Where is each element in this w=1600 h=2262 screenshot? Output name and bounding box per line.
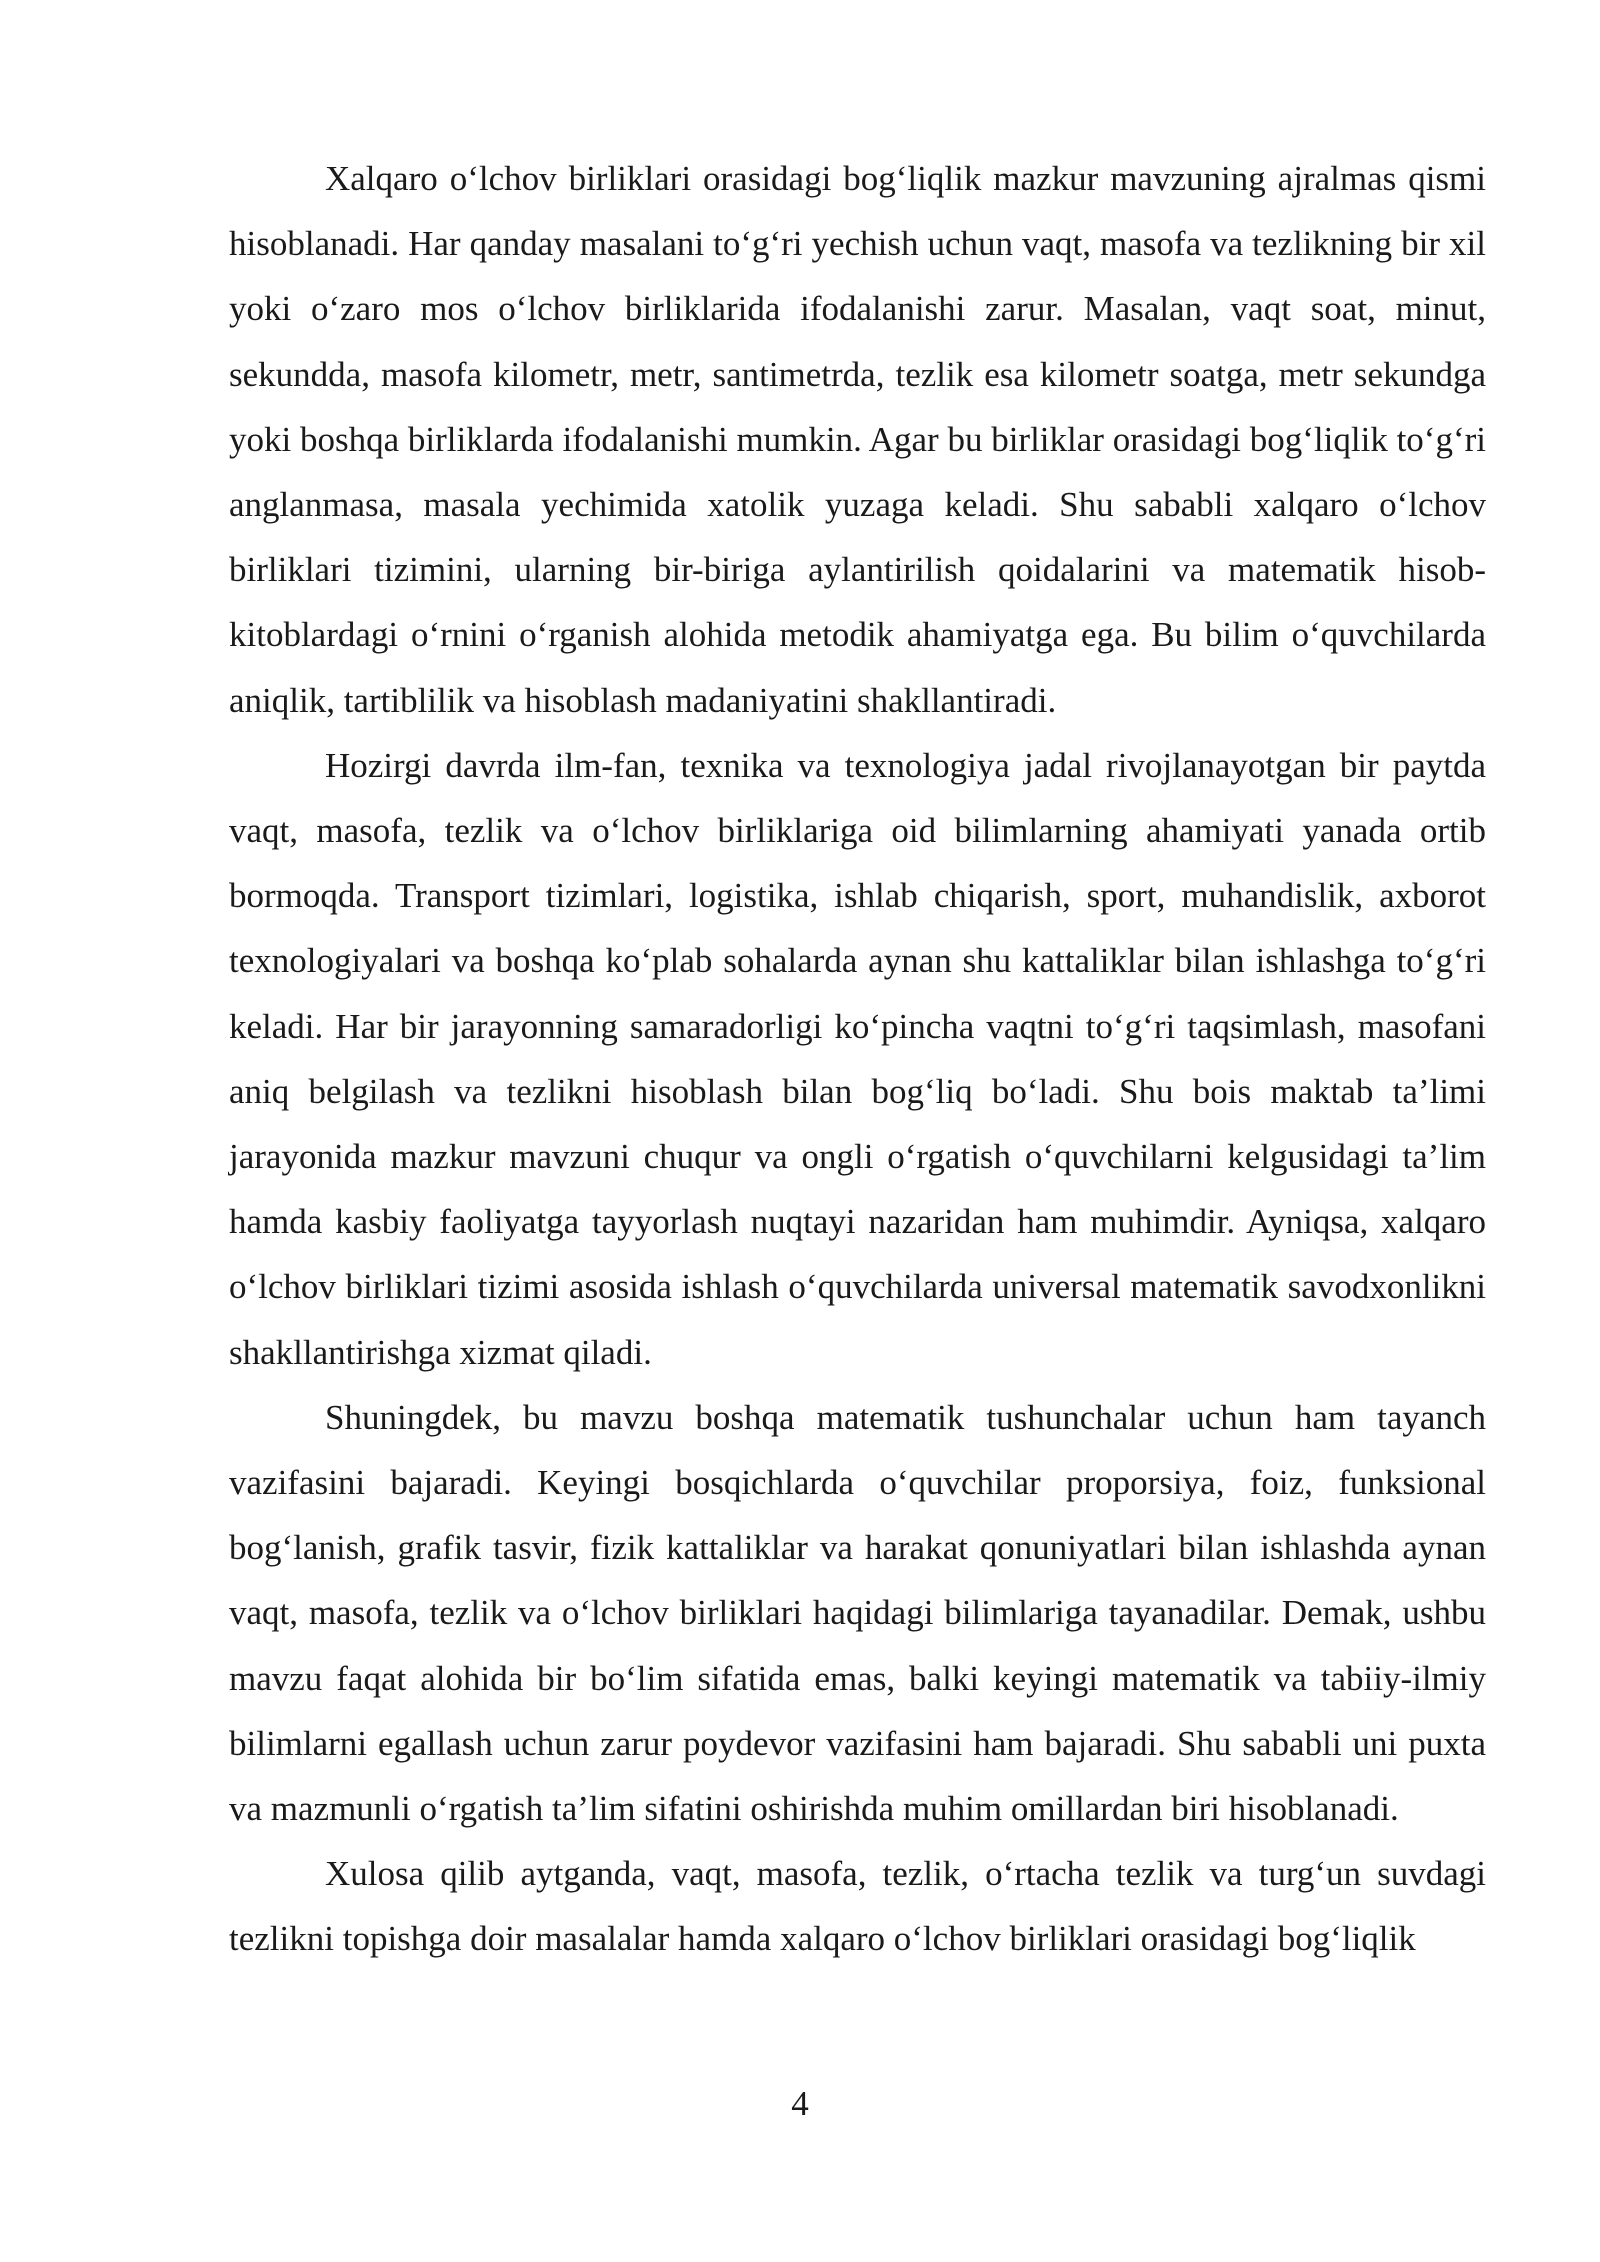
paragraph-conclusion: Xulosa qilib aytganda, vaqt, masofa, tezlik, o‘rtacha tezlik va turg‘un suvdagi tezlikni topishga doir masalalar hamda xalqaro o‘lchov birliklari orasidagi bog‘liqlik [229,1854,1486,1959]
paragraph-units-relationship: Xalqaro o‘lchov birliklari orasidagi bog‘liqlik mazkur mavzuning ajralmas qismi hisoblanadi. Har qanday masalani to‘g‘ri yechish uchun vaqt, masofa va tezlikning bir xil yoki o‘zaro mos o‘lchov birliklarida ifodalanishi zarur. Masalan, vaqt soat, minut, sekundda, masofa kilometr, metr, santimetrda, tezlik esa kilometr soatga, metr sekundga yoki boshqa birliklarda ifodalanishi mumkin. Agar bu birliklar orasidagi bog‘liqlik to‘g‘ri anglanmasa, masala yechimida xatolik yuzaga keladi. Shu sababli xalqaro o‘lchov birliklari tizimini, ularning bir-biriga aylantirilish qoidalarini va matematik hisob-kitoblardagi o‘rnini o‘rganish alohida metodik ahamiyatga ega. Bu bilim o‘quvchilarda aniqlik, tartiblilik va hisoblash madaniyatini shakllantiradi. [229,159,1486,720]
paragraph-modern-importance: Hozirgi davrda ilm-fan, texnika va texnologiya jadal rivojlanayotgan bir paytda vaqt, masofa, tezlik va o‘lchov birliklariga oid bilimlarning ahamiyati yanada ortib bormoqda. Transport tizimlari, logistika, ishlab chiqarish, sport, muhandislik, axborot texnologiyalari va boshqa ko‘plab sohalarda aynan shu kattaliklar bilan ishlashga to‘g‘ri keladi. Har bir jarayonning samaradorligi ko‘pincha vaqtni to‘g‘ri taqsimlash, masofani aniq belgilash va tezlikni hisoblash bilan bog‘liq bo‘ladi. Shu bois maktab ta’limi jarayonida mazkur mavzuni chuqur va ongli o‘rgatish o‘quvchilarni kelgusidagi ta’lim hamda kasbiy faoliyatga tayyorlash nuqtayi nazaridan ham muhimdir. Ayniqsa, xalqaro o‘lchov birliklari tizimi asosida ishlash o‘quvchilarda universal matematik savodxonlikni shakllantirishga xizmat qiladi. [229,745,1486,1372]
body-text [229,146,1486,1972]
page-number: 4 [791,2084,809,2123]
paragraph-foundation: Shuningdek, bu mavzu boshqa matematik tushunchalar uchun ham tayanch vazifasini bajaradi. Keyingi bosqichlarda o‘quvchilar proporsiya, foiz, funksional bog‘lanish, grafik tasvir, fizik kattaliklar va harakat qonuniyatlari bilan ishlashda aynan vaqt, masofa, tezlik va o‘lchov birliklari haqidagi bilimlariga tayanadilar. Demak, ushbu mavzu faqat alohida bir bo‘lim sifatida emas, balki keyingi matematik va tabiiy-ilmiy bilimlarni egallash uchun zarur poydevor vazifasini ham bajaradi. Shu sababli uni puxta va mazmunli o‘rgatish ta’lim sifatini oshirishda muhim omillardan biri hisoblanadi. [229,1397,1486,1829]
